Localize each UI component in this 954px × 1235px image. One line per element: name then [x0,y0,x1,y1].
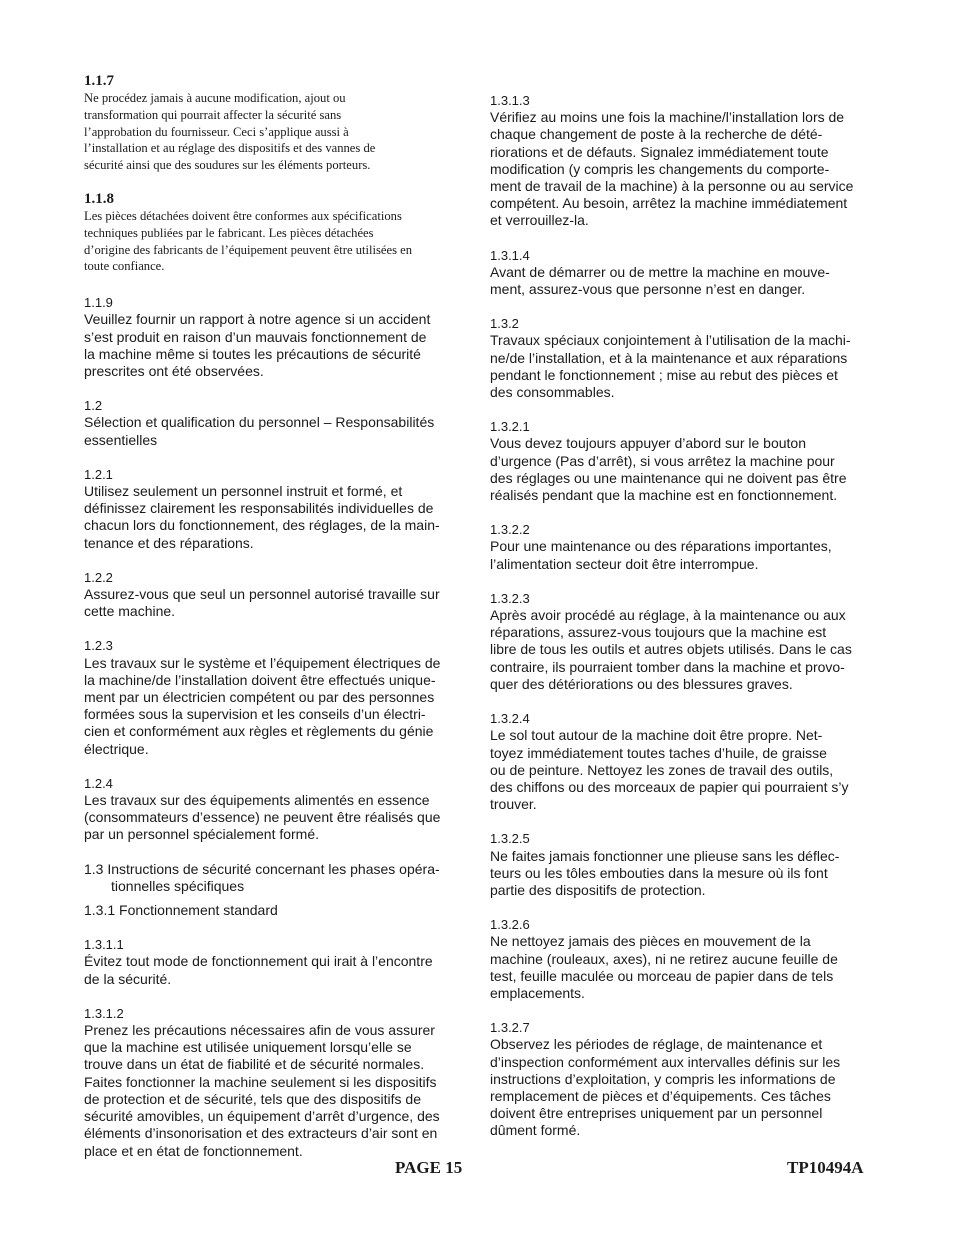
text-line: prescrites ont été observées. [84,362,264,379]
text-line: Pour une maintenance ou des réparations importantes, [490,538,832,555]
text-line: et verrouillez-la. [490,212,589,229]
section-1-2-4 [84,775,464,844]
text-line: Faites fonctionner la machine seulement si les dispositifs [84,1073,437,1090]
section-number: 1.3.1.3 [490,93,530,108]
text-line: ne/de l’installation, et à la maintenance et aux réparations [490,349,848,366]
text-line: riorations et de défauts. Signalez immédiatement toute [490,143,829,160]
text-line: Vérifiez au moins une fois la machine/l’installation lors de [490,109,845,126]
text-line: chacun lors du fonctionnement, des réglages, de la main- [84,517,440,534]
text-line: sécurité ainsi que des soudures sur les éléments porteurs. [84,158,371,173]
text-line: de protection et de sécurité, tels que des dispositifs de [84,1090,421,1107]
text-line: d’origine des fabricants de l’équipement peuvent être utilisées en [84,242,413,257]
text-line: compétent. Au besoin, arrêtez la machine immédiatement [490,195,848,212]
heading-line: 1.3 Instructions de sécurité concernant les phases opéra- [84,860,440,877]
text-line: Le sol tout autour de la machine doit être propre. Net- [490,727,823,744]
text-line: remplacement de pièces et d’équipements. Ces tâches [490,1087,831,1104]
text-line: cien et conformément aux règles et règlements du génie [84,723,434,740]
section-1-3-1-2 [84,1005,464,1160]
text-line: trouver. [490,796,537,813]
text-line: définissez clairement les responsabilités individuelles de [84,500,434,517]
text-line: Sélection et qualification du personnel – Responsabilités [84,414,435,431]
text-line: ment de travail de la machine) à la personne ou au service [490,178,854,195]
text-line: techniques publiées par le fabricant. Les pièces détachées [84,225,374,240]
section-1-3-2-7 [490,1019,876,1139]
section-1-3-2-4 [490,710,876,813]
text-line: test, feuille maculée ou morceau de papier dans de tels [490,967,834,984]
text-line: Ne procédez jamais à aucune modification, ajout ou [84,91,346,105]
text-line: emplacements. [490,984,585,1001]
text-line: (consommateurs d’essence) ne peuvent être réalisés que [84,809,441,826]
section-number: 1.3.1.2 [84,1005,124,1021]
section-1-3-1-3 [490,92,876,230]
section-1-3-2-2 [490,521,876,573]
text-line: électrique. [84,740,149,757]
text-line: Vous devez toujours appuyer d’abord sur le bouton [490,435,806,452]
text-line: dûment formé. [490,1122,581,1139]
text-line: d’inspection conformément aux intervalles définis sur les [490,1053,841,1070]
text-line: des consommables. [490,384,615,401]
section-number: 1.3.2.6 [490,917,530,933]
text-line: ou de peinture. Nettoyez les zones de travail des outils, [490,761,834,778]
text-line: partie des dispositifs de protection. [490,881,706,898]
text-line: Les travaux sur le système et l’équipement électriques de [84,654,441,671]
section-1-2-2 [84,569,464,621]
section-1-1-8 [84,190,464,275]
text-line: tenance et des réparations. [84,534,254,551]
text-line: teurs ou les tôles embouties dans la mesure où ils font [490,864,828,881]
text-line: Utilisez seulement un personnel instruit et formé, et [84,483,403,499]
section-number: 1.3.2.4 [490,711,530,727]
text-line: réparations, assurez-vous toujours que la machine est [490,624,827,641]
section-1-3-2-1 [490,418,876,504]
text-line: des chiffons ou des morceaux de papier qui pourraient s’y [490,778,849,795]
section-1-3-heading [84,861,464,895]
text-line: ment, assurez-vous que personne n’est en danger. [490,281,806,298]
text-line: l’approbation du fournisseur. Ceci s’applique aussi à [84,124,349,139]
section-1-3-2-6 [490,916,876,1002]
section-number: 1.2 [84,398,103,414]
section-1-1-9 [84,294,464,380]
text-line: Les pièces détachées doivent être conformes aux spécifications [84,208,402,223]
section-number: 1.1.8 [84,190,114,207]
section-1-3-1-1 [84,936,464,988]
text-line: modification (y compris les changements du comporte- [490,160,830,177]
text-line: instructions d’exploitation, y compris les informations de [490,1070,836,1087]
text-line: que la machine est utilisée uniquement lorsqu’elle se [84,1039,412,1056]
text-line: Assurez-vous que seul un personnel autorisé travaille sur [84,586,440,603]
section-number: 1.2.2 [84,569,113,585]
section-number: 1.3.1.4 [490,247,530,263]
section-number: 1.2.4 [84,775,113,791]
text-line: pendant le fonctionnement ; mise au rebut des pièces et [490,366,838,383]
text-line: formées sous la supervision et les conseils d’un électri- [84,706,426,723]
text-line: de la sécurité. [84,970,172,987]
section-1-1-7 [84,72,464,174]
text-line: Les travaux sur des équipements alimentés en essence [84,792,430,809]
text-line: l’alimentation secteur doit être interrompue. [490,555,759,572]
section-number: 1.2.3 [84,638,113,654]
text-line: chaque changement de poste à la recherche de dété- [490,126,823,143]
section-1-3-2 [490,315,876,401]
section-number: 1.1.9 [84,295,113,311]
section-number: 1.3.2.5 [490,831,530,847]
text-line: Ne faites jamais fonctionner une plieuse sans les déflec- [490,847,840,864]
text-line: Après avoir procédé au réglage, à la maintenance ou aux [490,607,846,624]
text-line: libre de tous les outils et autres objets utilisés. Dans le cas [490,641,852,658]
section-number: 1.3.2.2 [490,522,530,538]
text-line: quer des détériorations ou des blessures graves. [490,675,793,692]
section-number: 1.3.2.1 [490,419,530,435]
section-number: 1.2.1 [84,466,113,482]
text-line: Ne nettoyez jamais des pièces en mouvement de la [490,933,811,950]
section-1-3-2-3 [490,590,876,693]
section-number: 1.1.7 [84,73,114,89]
section-1-3-2-5 [490,830,876,899]
text-line: Observez les périodes de réglage, de maintenance et [490,1036,823,1053]
text-line: sécurité amovibles, un équipement d’arrêt d’urgence, des [84,1108,440,1125]
text-line: toute confiance. [84,259,165,274]
section-number: 1.3.2.7 [490,1020,530,1036]
section-1-2 [84,397,464,449]
text-line: cette machine. [84,603,176,620]
text-line: trouve dans un état de fiabilité et de sécurité normales. [84,1056,425,1073]
text-line: des réglages ou une maintenance qui ne doivent pas être [490,469,847,486]
text-line: Veuillez fournir un rapport à notre agence si un accident [84,311,431,328]
section-number: 1.3.1.1 [84,937,124,953]
section-1-3-1-heading: 1.3.1 Fonctionnement standard [84,902,278,919]
text-line: toyez immédiatement toutes taches d’huile, de graisse [490,744,827,761]
text-line: la machine même si toutes les précautions de sécurité [84,345,421,362]
text-line: Avant de démarrer ou de mettre la machine en mouve- [490,263,830,280]
page-number: PAGE 15 [395,1158,463,1177]
section-1-3-1-4 [490,247,876,299]
text-line: Travaux spéciaux conjointement à l’utilisation de la machi- [490,332,851,349]
text-line: la machine/de l’installation doivent être effectués unique- [84,671,436,688]
document-code: TP10494A [787,1158,864,1177]
text-line: l’installation et au réglage des dispositifs et des vannes de [84,141,376,156]
text-line: s’est produit en raison d’un mauvais fonctionnement de [84,328,427,345]
text-line: doivent être entreprises uniquement par un personnel [490,1105,823,1122]
text-line: Prenez les précautions nécessaires afin de vous assurer [84,1022,435,1039]
text-line: machine (rouleaux, axes), ni ne retirez aucune feuille de [490,950,838,967]
section-1-2-1 [84,466,464,552]
text-line: place et en état de fonctionnement. [84,1142,303,1159]
text-line: éléments d’insonorisation et des extracteurs d’air sont en [84,1125,438,1142]
text-line: par un personnel spécialement formé. [84,826,320,843]
section-number: 1.3.2 [490,316,519,332]
section-number: 1.3.2.3 [490,590,530,606]
text-line: Évitez tout mode de fonctionnement qui irait à l’encontre [84,953,433,970]
text-line: d’urgence (Pas d’arrêt), si vous arrêtez la machine pour [490,452,835,469]
text-line: ment par un électricien compétent ou par des personnes [84,689,435,706]
heading-line: tionnelles spécifiques [111,877,245,894]
left-column [84,72,464,1177]
text-line: contraire, ils pourraient tomber dans la machine et provo- [490,658,845,675]
text-line: transformation qui pourrait affecter la sécurité sans [84,107,342,122]
text-line: essentielles [84,431,158,448]
section-1-2-3 [84,637,464,757]
text-line: réalisés pendant que la machine est en fonctionnement. [490,487,838,504]
right-column [490,92,876,1157]
